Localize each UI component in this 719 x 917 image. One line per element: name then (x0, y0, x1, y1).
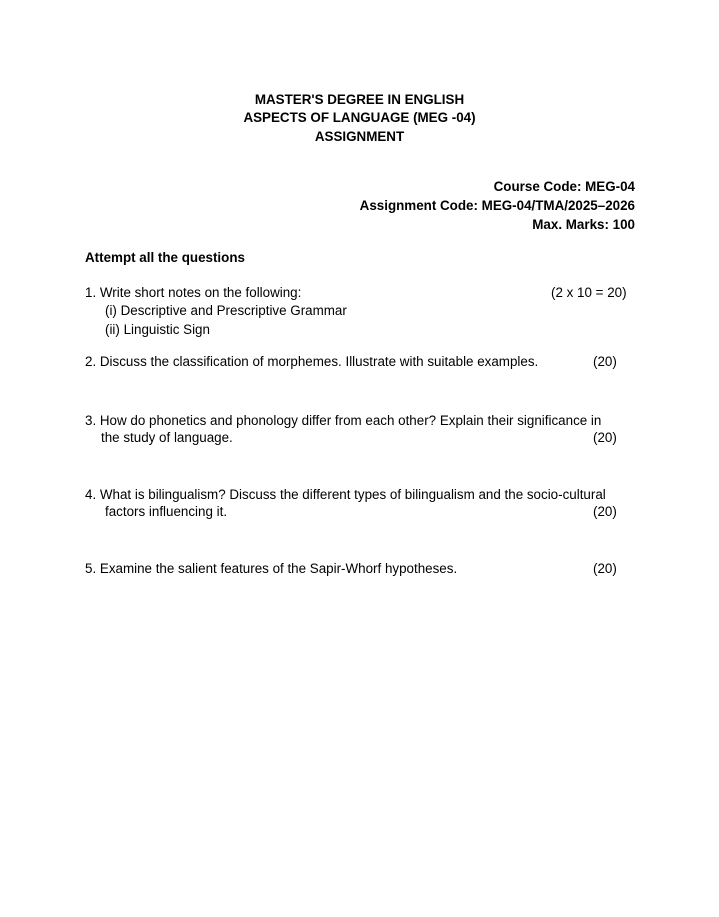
question-1-text: 1. Write short notes on the following: (85, 285, 302, 300)
assignment-code: Assignment Code: MEG-04/TMA/2025–2026 (359, 198, 635, 213)
question-1-subitem-1: (i) Descriptive and Prescriptive Grammar (105, 303, 347, 318)
question-1-marks: (2 x 10 = 20) (551, 285, 627, 300)
course-code: Course Code: MEG-04 (493, 179, 635, 194)
question-4-line-1: 4. What is bilingualism? Discuss the different types of bilingualism and the socio-cultural (85, 487, 606, 502)
question-5-marks: (20) (593, 561, 617, 576)
max-marks: Max. Marks: 100 (532, 217, 635, 232)
question-2-text: 2. Discuss the classification of morphemes. Illustrate with suitable examples. (85, 354, 539, 369)
instruction: Attempt all the questions (85, 250, 245, 265)
question-4-line-2: factors influencing it. (105, 504, 228, 519)
title-line-3: ASSIGNMENT (314, 129, 405, 144)
title-line-1: MASTER'S DEGREE IN ENGLISH (254, 92, 465, 107)
question-3-marks: (20) (593, 430, 617, 445)
question-4-marks: (20) (593, 504, 617, 519)
question-3-line-2: the study of language. (101, 430, 233, 445)
title-line-2: ASPECTS OF LANGUAGE (MEG -04) (243, 110, 476, 125)
question-1-subitem-2: (ii) Linguistic Sign (105, 322, 210, 337)
question-5-text: 5. Examine the salient features of the Sapir-Whorf hypotheses. (85, 561, 458, 576)
question-3-line-1: 3. How do phonetics and phonology differ from each other? Explain their significance in (85, 413, 602, 428)
question-2-marks: (20) (593, 354, 617, 369)
